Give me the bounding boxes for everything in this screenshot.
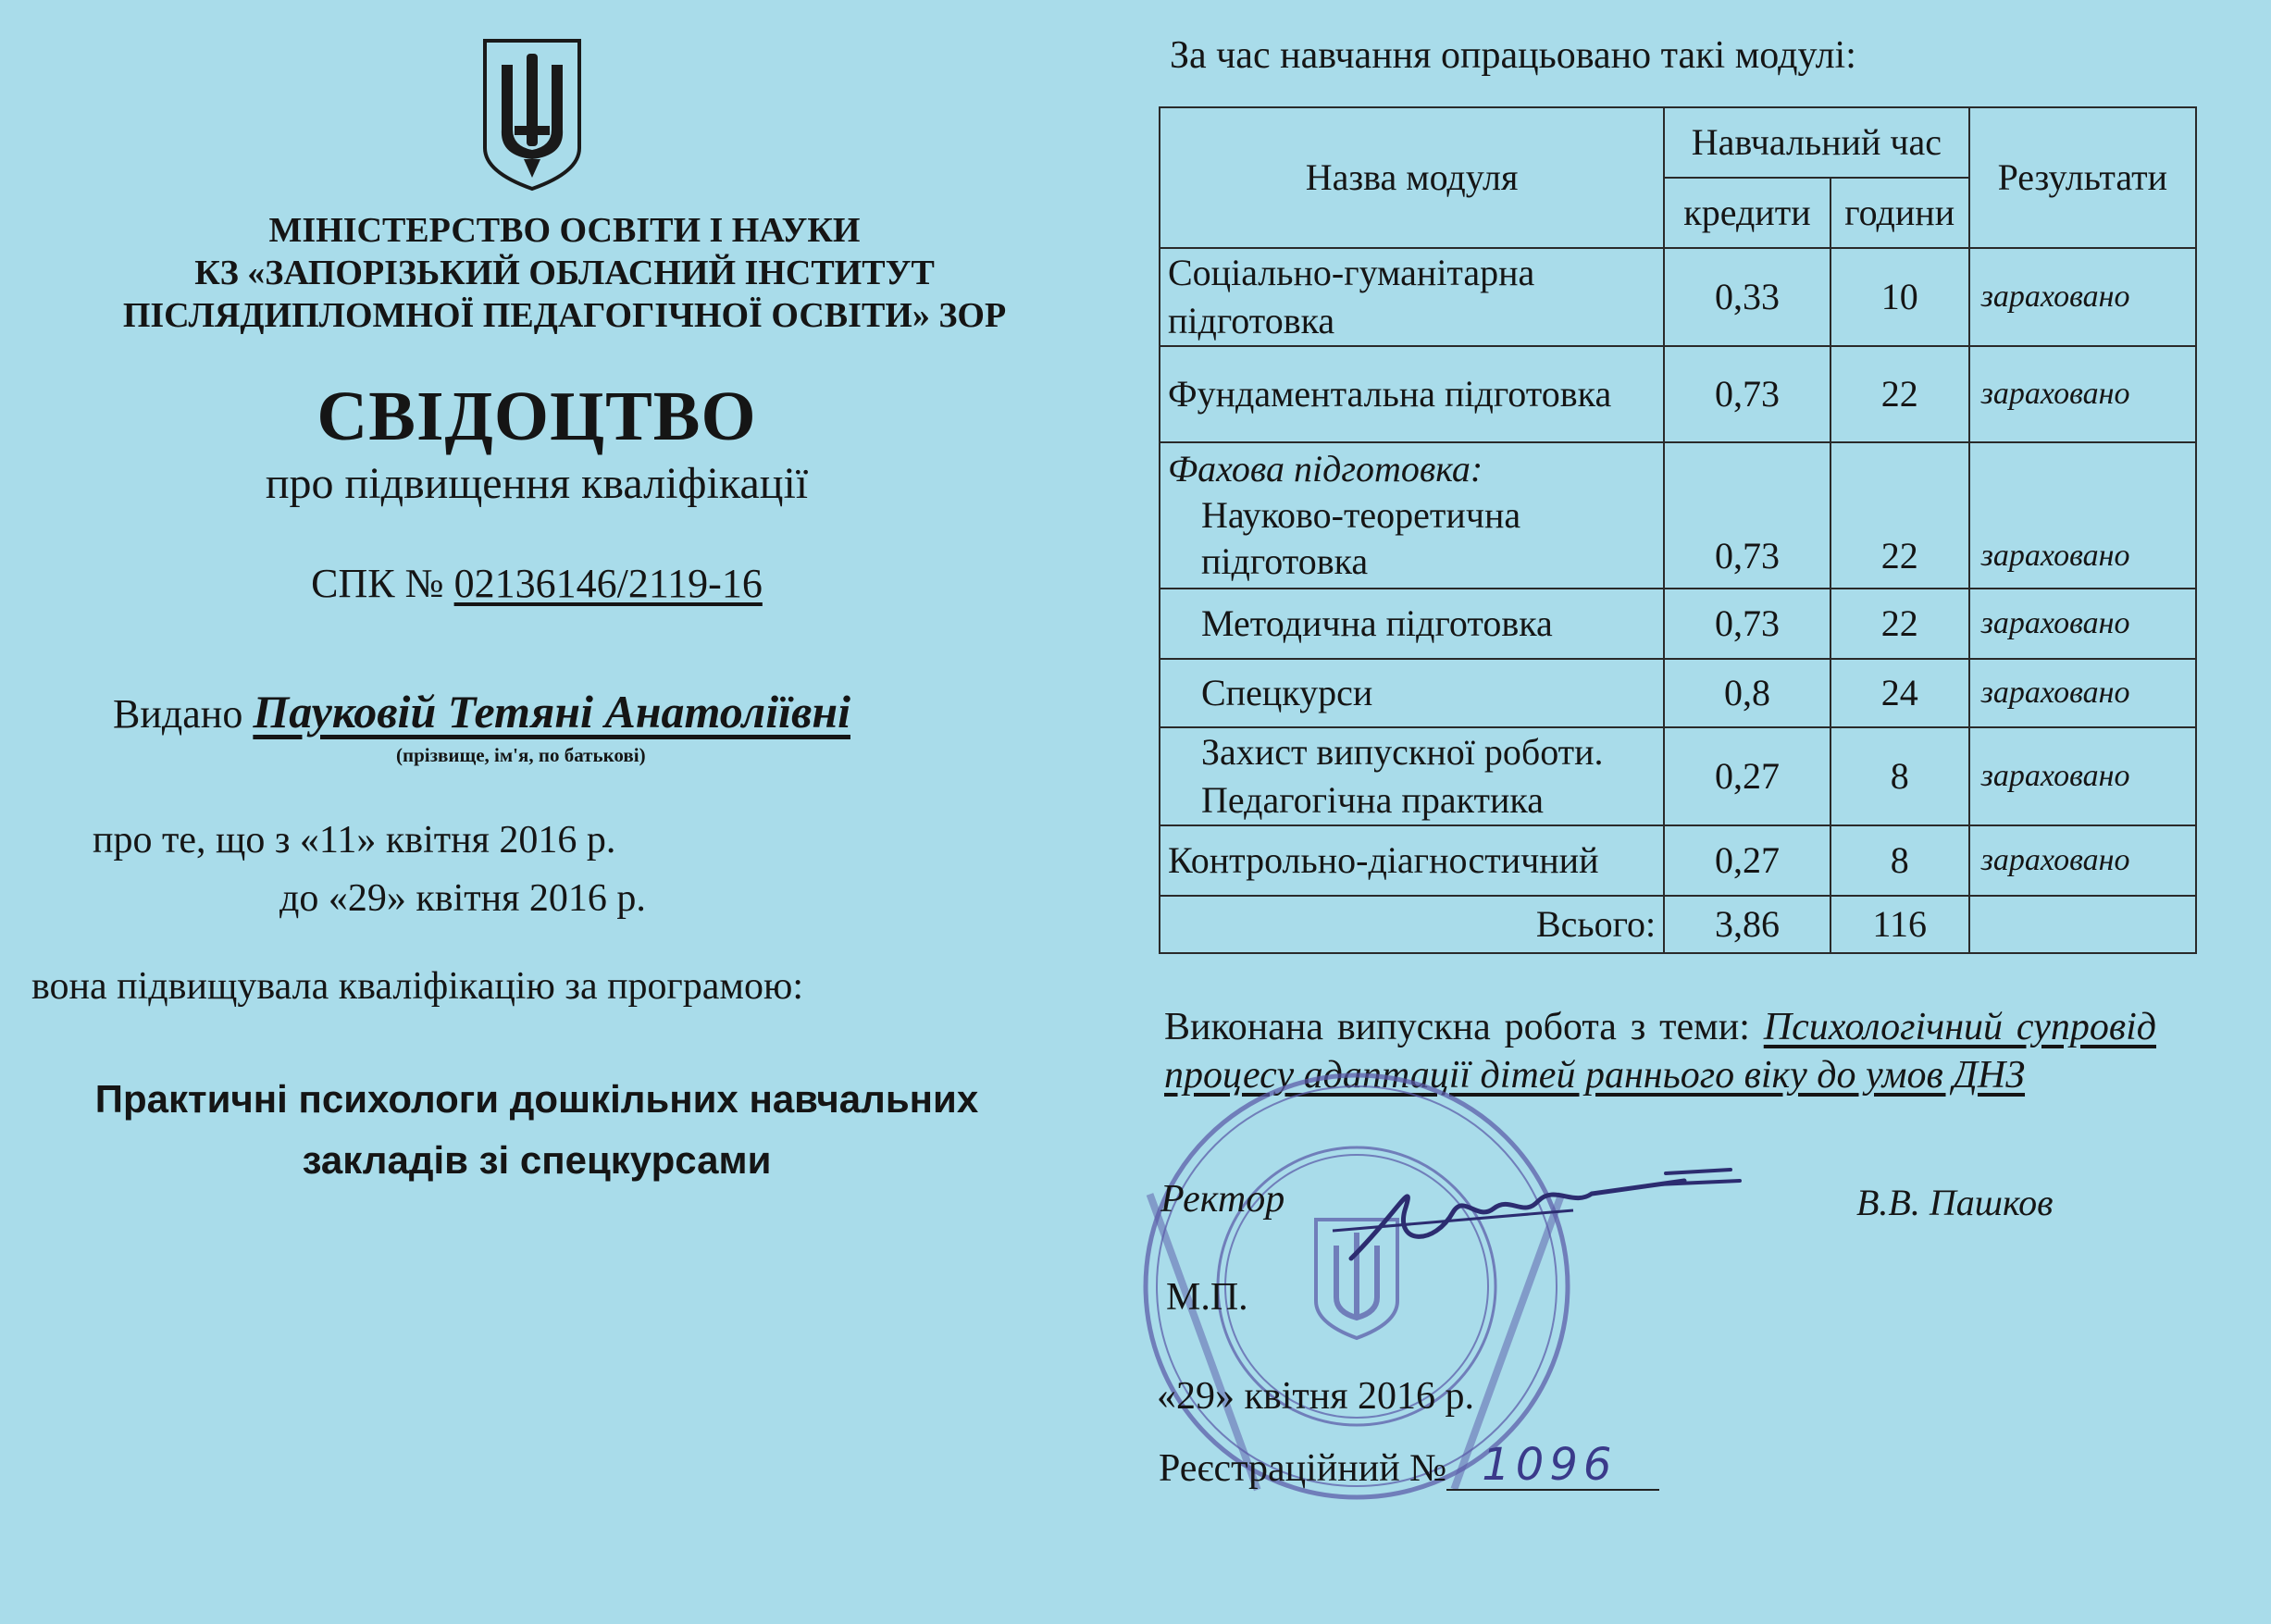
spk-label: СПК № bbox=[311, 561, 444, 606]
module-name: Соціально-гуманітарна підготовка bbox=[1160, 248, 1664, 346]
module-credits: 0,8 bbox=[1664, 659, 1830, 727]
module-hours: 22 bbox=[1830, 589, 1969, 659]
total-hours: 116 bbox=[1830, 896, 1969, 953]
table-header-row bbox=[1160, 107, 2196, 178]
modules-table bbox=[1159, 106, 2197, 954]
module-name: Фундаментальна підготовка bbox=[1160, 346, 1664, 442]
table-row bbox=[1160, 346, 2196, 442]
module-hours: 8 bbox=[1830, 825, 1969, 896]
handwritten-signature-icon bbox=[1296, 1157, 1758, 1277]
module-name: Науково-теоретична підготовка bbox=[1201, 494, 1521, 582]
institution-line: ПІСЛЯДИПЛОМНОЇ ПЕДАГОГІЧНОЇ ОСВІТИ» ЗОР bbox=[122, 296, 1007, 335]
recipient-name: Пауковій Тетяні Анатоліївні bbox=[253, 686, 850, 738]
table-row bbox=[1160, 442, 2196, 589]
module-hours: 24 bbox=[1830, 659, 1969, 727]
table-total-row bbox=[1160, 896, 2196, 953]
module-credits: 0,33 bbox=[1664, 248, 1830, 346]
registration-line bbox=[1159, 1439, 1659, 1491]
table-row bbox=[1160, 659, 2196, 727]
seal-place-label: М.П. bbox=[1166, 1276, 1248, 1319]
module-hours: 10 bbox=[1830, 248, 1969, 346]
registration-label: Реєстраційний № bbox=[1159, 1447, 1447, 1490]
signing-date: «29» квітня 2016 р. bbox=[1157, 1375, 1475, 1418]
issued-label: Видано bbox=[113, 691, 243, 737]
module-name: Контрольно-діагностичний bbox=[1160, 825, 1664, 896]
table-row bbox=[1160, 727, 2196, 825]
module-result: зараховано bbox=[1969, 825, 2196, 896]
modules-heading: За час навчання опрацьовано такі модулі: bbox=[1170, 34, 1856, 77]
ukraine-trident-icon bbox=[478, 37, 587, 192]
thesis-intro: Виконана випускна робота з теми: bbox=[1164, 1006, 1750, 1048]
module-credits: 0,73 bbox=[1664, 346, 1830, 442]
module-hours: 8 bbox=[1830, 727, 1969, 825]
issued-to-line bbox=[113, 687, 850, 739]
module-name: Методична підготовка bbox=[1160, 589, 1664, 659]
period-to: до «29» квітня 2016 р. bbox=[279, 877, 646, 920]
name-field-note: (прізвище, ім'я, по батькові) bbox=[396, 744, 646, 766]
col-results-header: Результати bbox=[1969, 107, 2196, 248]
certificate-title: СВІДОЦТВО bbox=[316, 378, 757, 455]
module-hours: 22 bbox=[1830, 346, 1969, 442]
module-name-cell bbox=[1160, 442, 1664, 589]
program-intro: вона підвищувала кваліфікацію за програмою: bbox=[31, 965, 804, 1008]
module-name: Спецкурси bbox=[1160, 659, 1664, 727]
period-from: про те, що з «11» квітня 2016 р. bbox=[93, 819, 616, 862]
module-name: Захист випускної роботи. Педагогічна практика bbox=[1160, 727, 1664, 825]
module-credits: 0,73 bbox=[1664, 442, 1830, 589]
total-label: Всього: bbox=[1160, 896, 1664, 953]
certificate-subtitle: про підвищення кваліфікації bbox=[265, 459, 809, 508]
col-hours-header: години bbox=[1830, 178, 1969, 248]
module-result: зараховано bbox=[1969, 248, 2196, 346]
col-module-header: Назва модуля bbox=[1160, 107, 1664, 248]
total-credits: 3,86 bbox=[1664, 896, 1830, 953]
module-credits: 0,73 bbox=[1664, 589, 1830, 659]
module-result: зараховано bbox=[1969, 589, 2196, 659]
table-row bbox=[1160, 248, 2196, 346]
module-result: зараховано bbox=[1969, 659, 2196, 727]
program-title-line: Практичні психологи дошкільних навчальних bbox=[94, 1077, 979, 1121]
institution-line: МІНІСТЕРСТВО ОСВІТИ І НАУКИ bbox=[268, 211, 861, 250]
col-credits-header: кредити bbox=[1664, 178, 1830, 248]
rector-label: Ректор bbox=[1160, 1178, 1285, 1221]
module-result: зараховано bbox=[1969, 346, 2196, 442]
module-hours: 22 bbox=[1830, 442, 1969, 589]
module-credits: 0,27 bbox=[1664, 727, 1830, 825]
col-time-header: Навчальний час bbox=[1664, 107, 1968, 178]
spk-number-line bbox=[0, 560, 1073, 608]
module-result: зараховано bbox=[1969, 442, 2196, 589]
total-result bbox=[1969, 896, 2196, 953]
institution-line: КЗ «ЗАПОРІЗЬКИЙ ОБЛАСНИЙ ІНСТИТУТ bbox=[194, 254, 935, 292]
program-title-line: закладів зі спецкурсами bbox=[302, 1138, 772, 1182]
registration-field bbox=[1446, 1439, 1659, 1491]
spk-number: 02136146/2119-16 bbox=[453, 561, 763, 606]
rector-name: В.В. Пашков bbox=[1856, 1182, 2054, 1223]
module-result: зараховано bbox=[1969, 727, 2196, 825]
table-row bbox=[1160, 589, 2196, 659]
thesis-topic: Психологічний супровід процесу адаптації дітей раннього віку до умов ДНЗ bbox=[1164, 1006, 2156, 1097]
module-group-label: Фахова підготовка: bbox=[1168, 448, 1483, 490]
module-credits: 0,27 bbox=[1664, 825, 1830, 896]
registration-number: 1096 bbox=[1482, 1439, 1618, 1491]
table-row bbox=[1160, 825, 2196, 896]
